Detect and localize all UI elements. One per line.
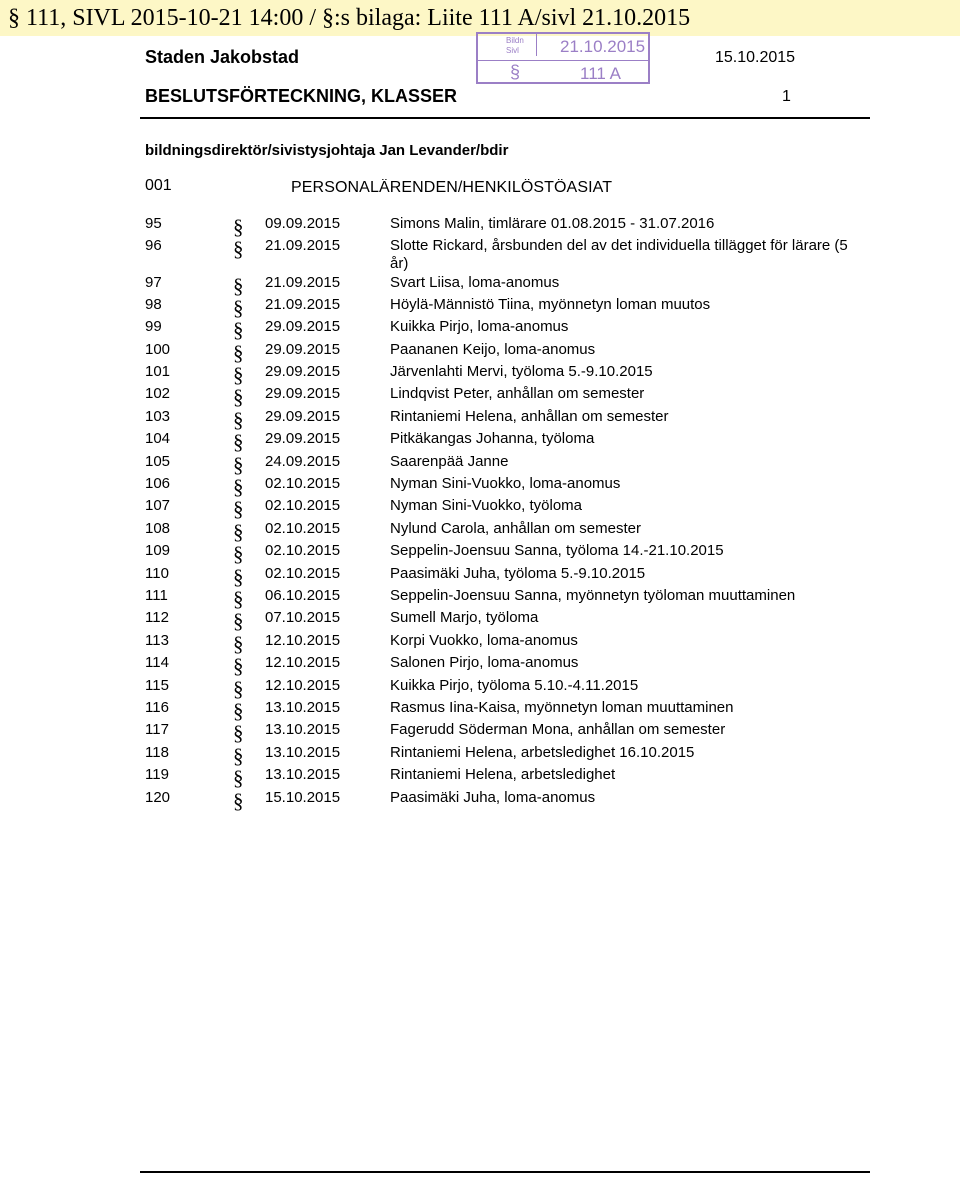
decision-number: 102 [145,385,171,402]
section-sign: § [233,609,244,633]
decision-date: 29.09.2015 [265,430,341,447]
section-sign: § [233,475,244,499]
decision-number: 98 [145,296,162,313]
decision-date: 13.10.2015 [265,699,341,716]
section-title: PERSONALÄRENDEN/HENKILÖSTÖASIAT [291,179,613,194]
page-number: 1 [782,88,791,105]
stamp-label-sivl: Sivl [506,46,519,55]
decision-date: 21.09.2015 [265,296,341,313]
decision-description: Korpi Vuokko, loma-anomus [390,632,578,649]
decision-number: 117 [145,721,169,738]
section-sign: § [233,520,244,544]
decision-description: Saarenpää Janne [390,453,509,470]
document-date: 15.10.2015 [715,49,796,66]
decision-number: 104 [145,430,171,447]
section-sign: § [233,237,244,261]
decision-number: 107 [145,497,171,514]
decision-date: 29.09.2015 [265,385,341,402]
decision-date: 06.10.2015 [265,587,341,604]
decision-date: 24.09.2015 [265,453,341,470]
decision-description: Rintaniemi Helena, arbetsledighet 16.10.2015 [390,744,695,761]
section-sign: § [233,274,244,298]
section-sign: § [233,341,244,365]
decision-date: 15.10.2015 [265,789,341,806]
decision-number: 97 [145,274,162,291]
section-sign: § [233,677,244,701]
decision-description: Kuikka Pirjo, työloma 5.10.-4.11.2015 [390,677,639,694]
decision-description: Rintaniemi Helena, arbetsledighet [390,766,616,783]
decision-date: 21.09.2015 [265,274,341,291]
decision-number: 111 [145,587,168,604]
section-sign: § [233,542,244,566]
section-sign: § [233,385,244,409]
decision-date: 13.10.2015 [265,721,341,738]
decision-description: Pitkäkangas Johanna, työloma [390,430,595,447]
stamp-divider [478,60,648,61]
decision-date: 29.09.2015 [265,341,341,358]
stamp-number: 111 A [580,64,621,83]
section-sign: § [233,318,244,342]
decision-number: 100 [145,341,171,358]
section-sign: § [233,744,244,768]
section-sign: § [233,699,244,723]
document-title: BESLUTSFÖRTECKNING, KLASSER [145,86,458,106]
decision-description: Svart Liisa, loma-anomus [390,274,560,291]
decision-number: 106 [145,475,171,492]
decision-number: 115 [145,677,169,694]
decision-number: 118 [145,744,169,761]
section-sign: § [233,453,244,477]
decision-description: Sumell Marjo, työloma [390,609,539,626]
decision-number: 116 [145,699,169,716]
decision-description: Järvenlahti Mervi, työloma 5.-9.10.2015 [390,363,653,380]
section-sign: § [233,497,244,521]
section-sign: § [233,565,244,589]
decision-description: Rintaniemi Helena, anhållan om semester [390,408,669,425]
decision-description: Nyman Sini-Vuokko, loma-anomus [390,475,621,492]
decision-description: Seppelin-Joensuu Sanna, työloma 14.-21.10.2015 [390,542,724,559]
section-sign: § [233,215,244,239]
section-sign: § [233,654,244,678]
decision-number: 103 [145,408,171,425]
section-sign: § [233,296,244,320]
decision-date: 02.10.2015 [265,475,341,492]
decision-date: 13.10.2015 [265,766,341,783]
decision-date: 09.09.2015 [265,215,341,232]
decision-number: 114 [145,654,169,671]
decision-number: 108 [145,520,171,537]
decision-description: Paasimäki Juha, loma-anomus [390,789,596,806]
decision-description: Seppelin-Joensuu Sanna, myönnetyn työloman muuttaminen [390,587,796,604]
decision-date: 21.09.2015 [265,237,341,254]
decision-number: 101 [145,363,171,380]
section-sign: § [233,408,244,432]
stamp-divider-vertical [536,34,537,56]
decision-number: 95 [145,215,162,232]
decision-date: 02.10.2015 [265,542,341,559]
decision-description: Slotte Rickard, årsbunden del av det individuella tillägget för lärare (5 år) [390,237,848,272]
decision-number: 112 [145,609,169,626]
decision-date: 29.09.2015 [265,363,341,380]
decision-description: Simons Malin, timlärare 01.08.2015 - 31.07.2016 [390,215,715,232]
decision-description: Nylund Carola, anhållan om semester [390,520,641,537]
section-code: 001 [145,177,172,194]
meeting-stamp [476,32,650,84]
decision-description: Höylä-Männistö Tiina, myönnetyn loman muutos [390,296,711,313]
decision-description: Rasmus Iina-Kaisa, myönnetyn loman muuttaminen [390,699,734,716]
decision-date: 07.10.2015 [265,609,341,626]
decision-date: 12.10.2015 [265,677,341,694]
decision-date: 12.10.2015 [265,654,341,671]
header-rule [140,117,870,119]
decision-date: 29.09.2015 [265,408,341,425]
section-sign: § [233,587,244,611]
section-sign: § [233,430,244,454]
decision-date: 02.10.2015 [265,565,341,582]
decision-description: Salonen Pirjo, loma-anomus [390,654,579,671]
section-sign: § [233,632,244,656]
attachment-banner: § 111, SIVL 2015-10-21 14:00 / §:s bilaga: Liite 111 A/sivl 21.10.2015 [0,0,960,36]
stamp-label-bildn: Bildn [506,36,524,45]
stamp-date: 21.10.2015 [560,37,646,56]
decision-date: 12.10.2015 [265,632,341,649]
section-sign: § [233,789,244,813]
decision-number: 99 [145,318,162,335]
decision-number: 105 [145,453,171,470]
organization-name: Staden Jakobstad [145,47,300,67]
decision-description: Kuikka Pirjo, loma-anomus [390,318,569,335]
decision-number: 113 [145,632,169,649]
decision-number: 109 [145,542,171,559]
decision-number: 120 [145,789,171,806]
decision-description: Fagerudd Söderman Mona, anhållan om semester [390,721,726,738]
decision-number: 96 [145,237,162,254]
decision-date: 13.10.2015 [265,744,341,761]
official-name: bildningsdirektör/sivistysjohtaja Jan Levander/bdir [145,142,509,159]
section-sign: § [233,721,244,745]
section-sign: § [233,766,244,790]
decision-description: Paananen Keijo, loma-anomus [390,341,596,358]
decision-number: 110 [145,565,169,582]
decision-number: 119 [145,766,169,783]
decision-date: 02.10.2015 [265,497,341,514]
decision-date: 29.09.2015 [265,318,341,335]
decision-description: Nyman Sini-Vuokko, työloma [390,497,583,514]
decision-description: Paasimäki Juha, työloma 5.-9.10.2015 [390,565,646,582]
section-sign: § [233,363,244,387]
decision-date: 02.10.2015 [265,520,341,537]
decision-description: Lindqvist Peter, anhållan om semester [390,385,645,402]
footer-rule [140,1171,870,1173]
stamp-section-sign: § [510,62,521,82]
